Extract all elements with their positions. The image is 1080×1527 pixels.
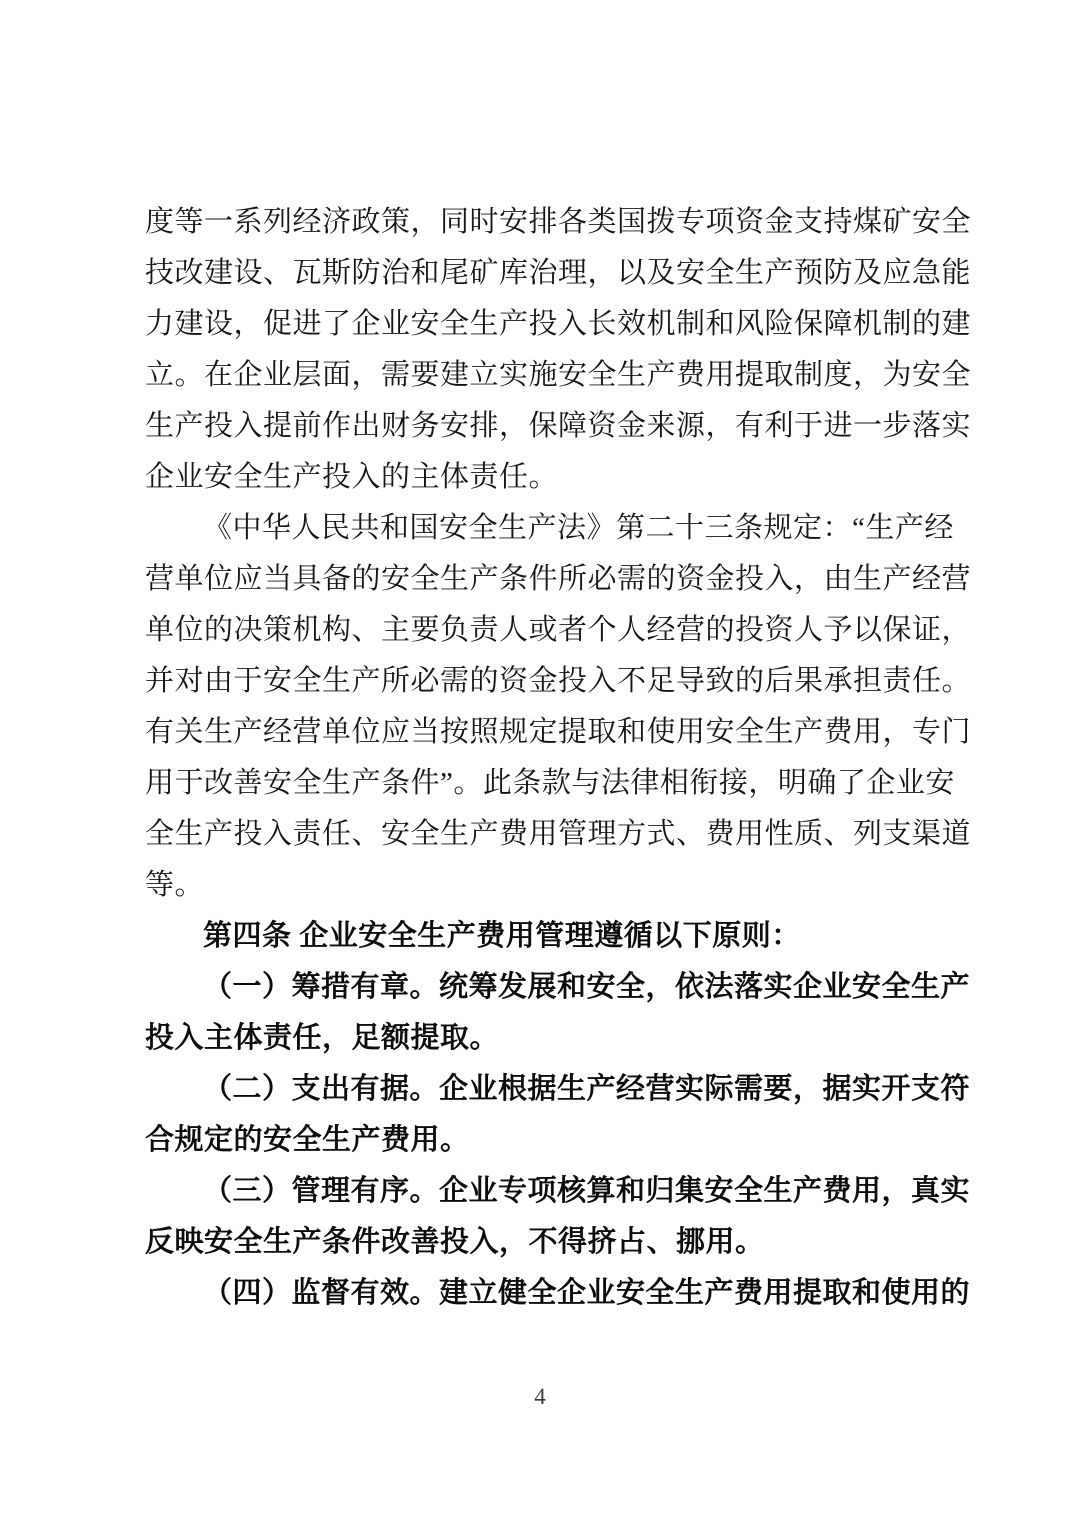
text-line: 立。在企业层面，需要建立实施安全生产费用提取制度，为安全 (145, 359, 972, 391)
text-line: 第四条 企业安全生产费用管理遵循以下原则： (203, 920, 801, 952)
paragraph (145, 1064, 971, 1166)
paragraph (145, 911, 955, 962)
paragraph (145, 1166, 971, 1268)
text-line: 技改建设、瓦斯防治和尾矿库治理，以及安全生产预防及应急能 (145, 257, 972, 289)
text-line: 用于改善安全生产条件”。此条款与法律相衔接，明确了企业安 (145, 767, 955, 799)
text-line: 力建设，促进了企业安全生产投入长效机制和风险保障机制的建 (145, 308, 972, 340)
text-line: 等。 (145, 869, 205, 901)
text-line: 单位的决策机构、主要负责人或者个人经营的投资人予以保证， (145, 614, 972, 646)
paragraph (145, 197, 972, 503)
text-line: 合规定的安全生产费用。 (145, 1124, 470, 1156)
text-line: （三）管理有序。企业专项核算和归集安全生产费用，真实 (203, 1175, 971, 1207)
text-line: 企业安全生产投入的主体责任。 (145, 461, 559, 493)
text-line: （二）支出有据。企业根据生产经营实际需要，据实开支符 (203, 1073, 971, 1105)
text-line: 反映安全生产条件改善投入，不得挤占、挪用。 (145, 1226, 765, 1258)
text-line: 《中华人民共和国安全生产法》第二十三条规定：“生产经 (203, 512, 954, 544)
page-number: 4 (534, 1384, 546, 1409)
document-body (145, 197, 972, 1319)
page-footer (0, 1382, 1080, 1412)
paragraph (145, 1268, 971, 1319)
text-line: 并对由于安全生产所必需的资金投入不足导致的后果承担责任。 (145, 665, 972, 697)
text-line: （一）筹措有章。统筹发展和安全，依法落实企业安全生产 (203, 971, 971, 1003)
text-line: 营单位应当具备的安全生产条件所必需的资金投入，由生产经营 (145, 563, 972, 595)
text-line: 生产投入提前作出财务安排，保障资金来源，有利于进一步落实 (145, 410, 972, 442)
paragraph (145, 503, 972, 911)
text-line: 有关生产经营单位应当按照规定提取和使用安全生产费用，专门 (145, 716, 972, 748)
paragraph (145, 962, 971, 1064)
text-line: 投入主体责任，足额提取。 (145, 1022, 500, 1054)
text-line: 全生产投入责任、安全生产费用管理方式、费用性质、列支渠道 (145, 818, 972, 850)
text-line: 度等一系列经济政策，同时安排各类国拨专项资金支持煤矿安全 (145, 206, 972, 238)
text-line: （四）监督有效。建立健全企业安全生产费用提取和使用的 (203, 1277, 971, 1309)
